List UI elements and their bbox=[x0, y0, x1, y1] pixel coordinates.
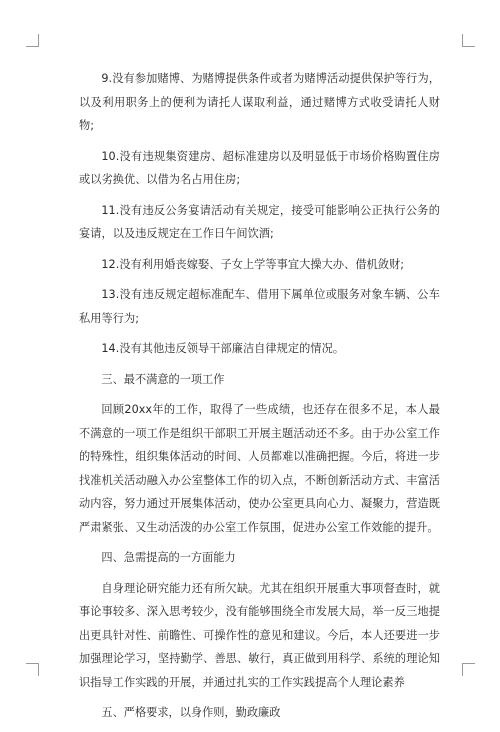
document-body bbox=[79, 67, 440, 732]
paragraph-item-9: 9.没有参加赌博、为赌博提供条件或者为赌博活动提供保护等行为，以及利用职务上的便利为请托人谋取利益，通过赌博方式收受请托人财物; bbox=[79, 72, 440, 132]
paragraph-unsatisfied-work: 回顾20xx年的工作，取得了一些成绩，也还存在很多不足，本人最不满意的一项工作是组织干部职工开展主题活动还不多。由于办公室工作的特殊性，组织集体活动的时间、人员都难以准确把握。今后，将进一步找准机关活动融入办公室整体工作的切入点，不断创新活动方式、丰富活动内容，努力通过开展集体活动，使办公室更具向心力、凝聚力，营造既严肃紧张、又生动活泼的办公室工作氛围，促进办公室工作效能的提升。 bbox=[79, 403, 440, 534]
section-heading-5: 五、严格要求，以身作则，勤政廉政 bbox=[101, 706, 281, 719]
crop-mark-bottom-right bbox=[462, 663, 475, 676]
paragraph-ability-improvement: 自身理论研究能力还有所欠缺。尤其在组织开展重大事项督查时，就事论事较多、深入思考较少，没有能够围绕全市发展大局，举一反三地提出更具针对性、前瞻性、可操作性的意见和建议。今后，本人还要进一步加强理论学习，坚持勤学、善思、敏行，真正做到用科学、系统的理论知识指导工作实践的开展，并通过扎实的工作实践提高个人理论素养 bbox=[79, 581, 440, 689]
crop-mark-top-left bbox=[26, 34, 39, 47]
paragraph-item-10: 10.没有违规集资建房、超标准建房以及明显低于市场价格购置住房或以劣换优、以借为名占用住房; bbox=[79, 149, 440, 186]
paragraph-item-13: 13.没有违反规定超标准配车、借用下属单位或服务对象车辆、公车私用等行为; bbox=[79, 288, 440, 325]
section-heading-4: 四、急需提高的一方面能力 bbox=[101, 551, 236, 564]
paragraph-item-11: 11.没有违反公务宴请活动有关规定，接受可能影响公正执行公务的宴请，以及违反规定在工作日午间饮酒; bbox=[79, 203, 440, 240]
crop-mark-bottom-left bbox=[26, 663, 39, 676]
paragraph-item-14: 14.没有其他违反领导干部廉洁自律规定的情况。 bbox=[101, 342, 345, 355]
paragraph-item-12: 12.没有利用婚丧嫁娶、子女上学等事宜大操大办、借机敛财; bbox=[101, 257, 405, 271]
crop-mark-top-right bbox=[462, 34, 475, 47]
section-heading-3: 三、最不满意的一项工作 bbox=[101, 372, 225, 386]
